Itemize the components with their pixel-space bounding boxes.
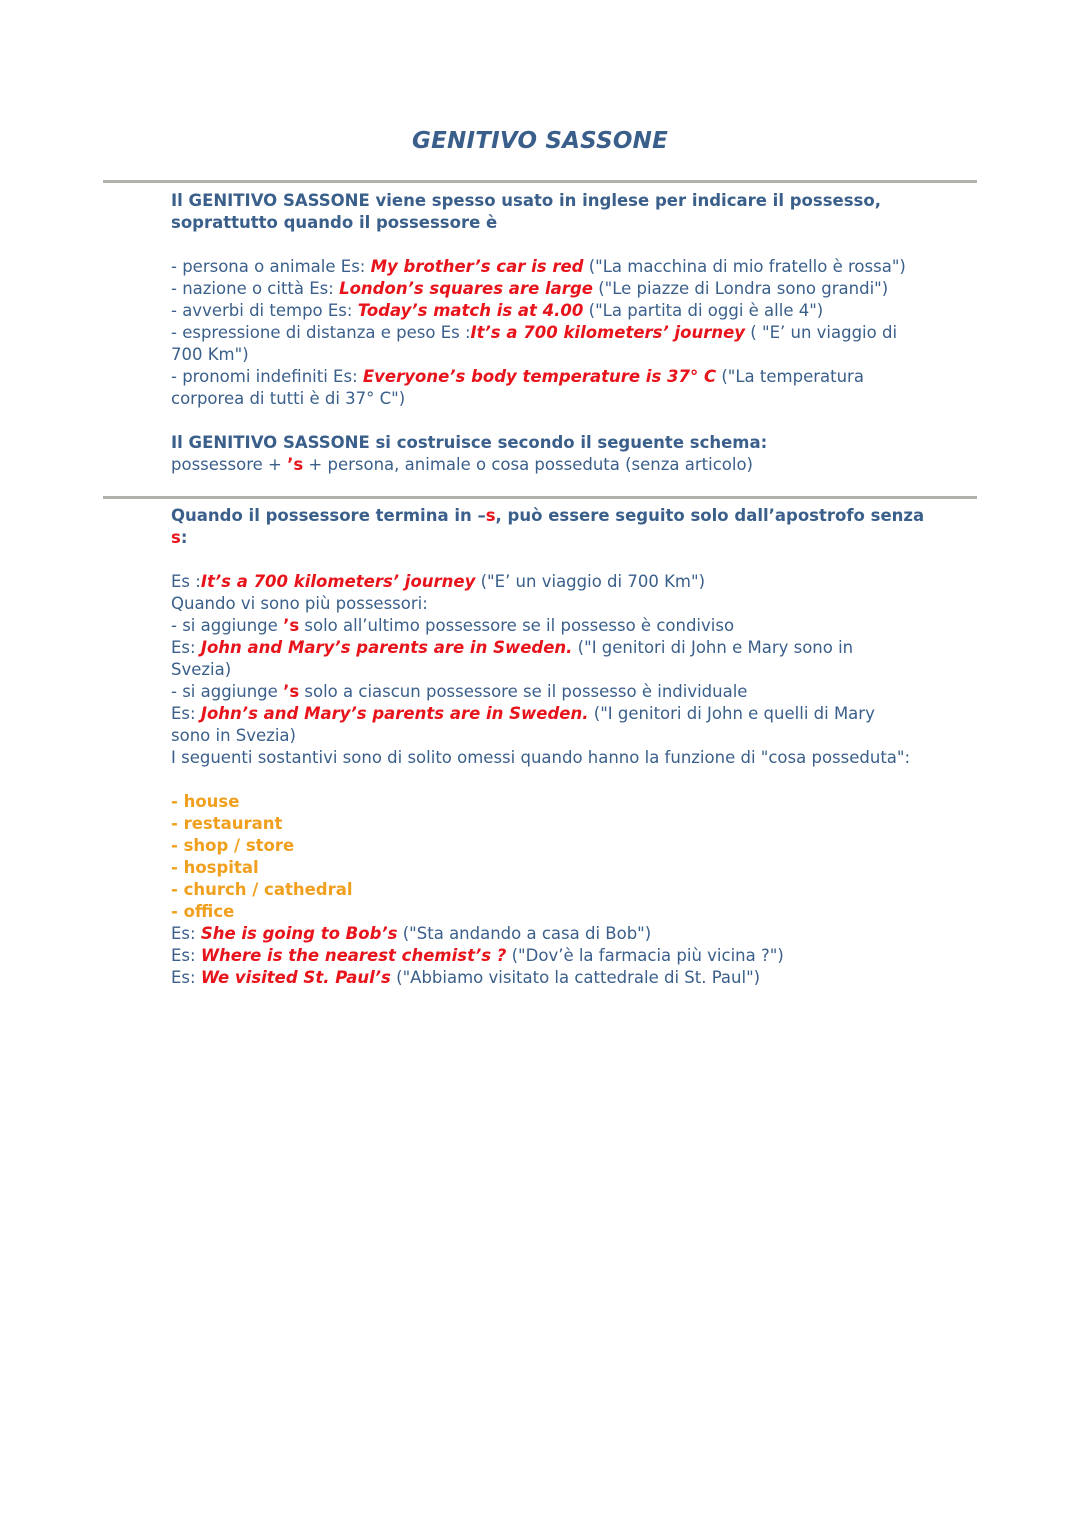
omitted-nouns-text: I seguenti sostantivi sono di solito omessi quando hanno la funzione di "cosa posseduta": <box>171 748 911 767</box>
example-bobs: Es: She is going to Bob’s ("Sta andando a casa di Bob") <box>171 924 652 943</box>
shared-rule: - si aggiunge ’s solo all’ultimo possessore se il possesso è condiviso <box>171 616 735 635</box>
case-person: - persona o animale Es: My brother’s car is red ("La macchina di mio fratello è rossa") <box>171 257 906 276</box>
example-text: Where is the nearest chemist’s ? <box>200 946 507 965</box>
example-text: London’s squares are large <box>339 279 593 298</box>
apostrophe-s-mark: ’s <box>283 682 300 701</box>
apostrophe-s-mark: ’s <box>287 455 304 474</box>
intro-line-2: soprattutto quando il possessore è <box>171 213 498 232</box>
example-text: We visited St. Paul’s <box>200 968 391 987</box>
example-shared-cont: Svezia) <box>171 660 232 679</box>
intro-line-1: Il GENITIVO SASSONE viene spesso usato in inglese per indicare il possesso, <box>171 191 881 210</box>
noun-hospital: - hospital <box>171 858 259 877</box>
intro-section <box>171 190 911 476</box>
example-text: John and Mary’s parents are in Sweden. <box>200 638 573 657</box>
example-text: Everyone’s body temperature is 37° C <box>362 367 717 386</box>
schema-formula: possessore + ’s + persona, animale o cosa posseduta (senza articolo) <box>171 455 753 474</box>
case-nation: - nazione o città Es: London’s squares are large ("Le piazze di Londra sono grandi") <box>171 279 889 298</box>
example-st-pauls: Es: We visited St. Paul’s ("Abbiamo visitato la cattedrale di St. Paul") <box>171 968 761 987</box>
example-text: Today’s match is at 4.00 <box>357 301 584 320</box>
divider-middle <box>103 496 977 499</box>
example-distance: Es :It’s a 700 kilometers’ journey ("E’ un viaggio di 700 Km") <box>171 572 706 591</box>
noun-shop: - shop / store <box>171 836 295 855</box>
example-text: John’s and Mary’s parents are in Sweden. <box>200 704 589 723</box>
example-shared: Es: John and Mary’s parents are in Sweden. ("I genitori di John e Mary sono in <box>171 638 854 657</box>
noun-house: - house <box>171 792 240 811</box>
page-title: GENITIVO SASSONE <box>412 128 668 154</box>
case-distance-cont: 700 Km") <box>171 345 249 364</box>
noun-office: - office <box>171 902 235 921</box>
section2-heading-cont: s: <box>171 528 188 547</box>
section2-heading: Quando il possessore termina in –s, può essere seguito solo dall’apostrofo senza <box>171 506 925 525</box>
example-individual: Es: John’s and Mary’s parents are in Sweden. ("I genitori di John e quelli di Mary <box>171 704 875 723</box>
example-text: She is going to Bob’s <box>200 924 398 943</box>
individual-rule: - si aggiunge ’s solo a ciascun possessore se il possesso è individuale <box>171 682 748 701</box>
noun-restaurant: - restaurant <box>171 814 283 833</box>
case-pronoun: - pronomi indefiniti Es: Everyone’s body temperature is 37° C ("La temperatura <box>171 367 864 386</box>
example-text: It’s a 700 kilometers’ journey <box>200 572 476 591</box>
apostrophe-s-mark: ’s <box>283 616 300 635</box>
example-text: My brother’s car is red <box>370 257 584 276</box>
case-distance: - espressione di distanza e peso Es :It’s a 700 kilometers’ journey ( "E’ un viaggio di <box>171 323 898 342</box>
multi-owner-text: Quando vi sono più possessori: <box>171 594 428 613</box>
case-pronoun-cont: corporea di tutti è di 37° C") <box>171 389 406 408</box>
example-individual-cont: sono in Svezia) <box>171 726 296 745</box>
schema-heading: Il GENITIVO SASSONE si costruisce secondo il seguente schema: <box>171 433 768 452</box>
example-text: It’s a 700 kilometers’ journey <box>470 323 746 342</box>
case-time: - avverbi di tempo Es: Today’s match is at 4.00 ("La partita di oggi è alle 4") <box>171 301 824 320</box>
noun-church: - church / cathedral <box>171 880 353 899</box>
rules-section <box>171 505 925 989</box>
divider-top <box>103 180 977 183</box>
example-chemists: Es: Where is the nearest chemist’s ? ("Dov’è la farmacia più vicina ?") <box>171 946 784 965</box>
